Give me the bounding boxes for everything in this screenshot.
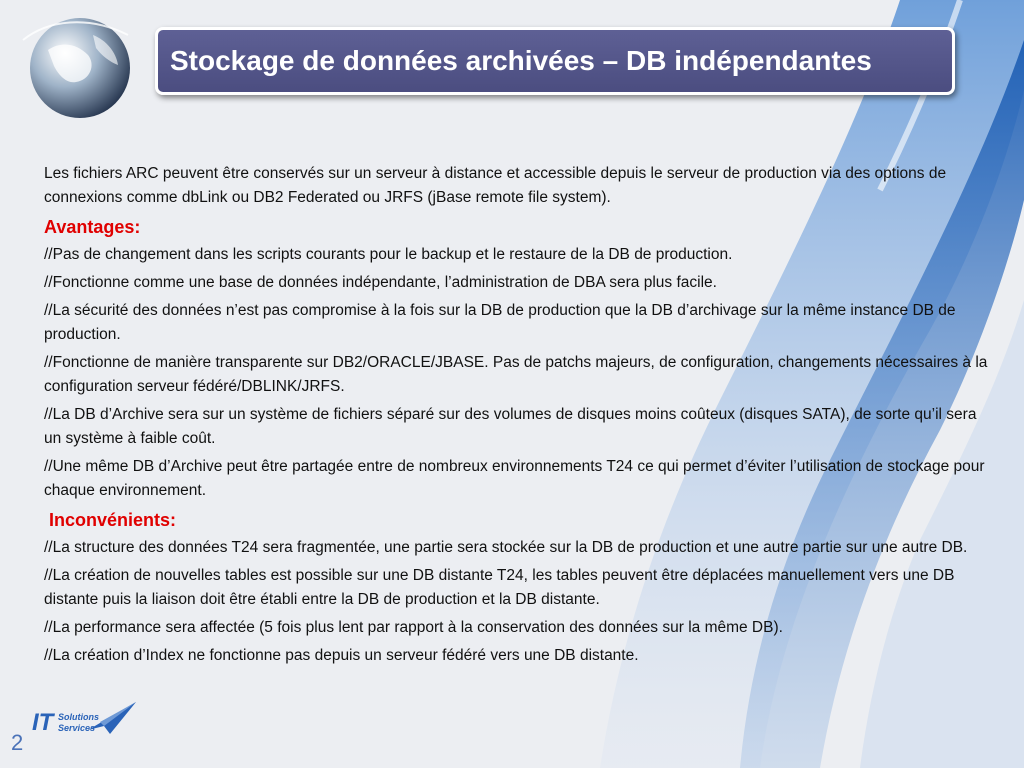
page-number: 2 bbox=[11, 730, 24, 755]
advantage-item: //Fonctionne comme une base de données indépendante, l’administration de DBA sera plus facile. bbox=[44, 274, 717, 291]
slide-content bbox=[44, 162, 994, 672]
logo-line1: Solutions bbox=[58, 712, 99, 722]
disadvantages-heading: Inconvénients: bbox=[49, 510, 177, 530]
logo-line2: Services bbox=[58, 723, 96, 733]
disadvantage-item: //La création de nouvelles tables est possible sur une DB distante T24, les tables peuvent être déplacées manuellement vers une DB distante puis la liaison doit être établi entre la DB de production et la DB distante. bbox=[44, 567, 955, 608]
disadvantage-item: //La création d’Index ne fonctionne pas depuis un serveur fédéré vers une DB distante. bbox=[44, 647, 639, 664]
slide-title: Stockage de données archivées – DB indépendantes bbox=[170, 45, 872, 76]
disadvantage-item: //La structure des données T24 sera fragmentée, une partie sera stockée sur la DB de production et une autre partie sur une autre DB. bbox=[44, 539, 968, 556]
advantage-item: //Une même DB d’Archive peut être partagée entre de nombreux environnements T24 ce qui permet d’éviter l’utilisation de stockage pour chaque environnement. bbox=[44, 458, 985, 499]
title-bar bbox=[155, 27, 955, 95]
globe-icon bbox=[18, 10, 138, 130]
advantage-item: //Fonctionne de manière transparente sur DB2/ORACLE/JBASE. Pas de patchs majeurs, de configuration, changements nécessaires à la configuration serveur fédéré/DBLINK/JRFS. bbox=[44, 354, 988, 395]
logo-mark: IT bbox=[32, 709, 54, 736]
it-solutions-logo bbox=[30, 700, 140, 740]
intro-paragraph: Les fichiers ARC peuvent être conservés sur un serveur à distance et accessible depuis le serveur de production via des options de connexions comme dbLink ou DB2 Federated ou JRFS (jBase remote file system). bbox=[44, 165, 947, 206]
advantages-heading: Avantages: bbox=[44, 217, 141, 237]
advantage-item: //La sécurité des données n’est pas compromise à la fois sur la DB de production que la DB d’archivage sur la même instance DB de production. bbox=[44, 302, 956, 343]
advantage-item: //La DB d’Archive sera sur un système de fichiers séparé sur des volumes de disques moins coûteux (disques SATA), de sorte qu’il sera un système à faible coût. bbox=[44, 406, 977, 447]
advantage-item: //Pas de changement dans les scripts courants pour le backup et le restaure de la DB de production. bbox=[44, 246, 733, 263]
disadvantage-item: //La performance sera affectée (5 fois plus lent par rapport à la conservation des données sur la même DB). bbox=[44, 619, 783, 636]
